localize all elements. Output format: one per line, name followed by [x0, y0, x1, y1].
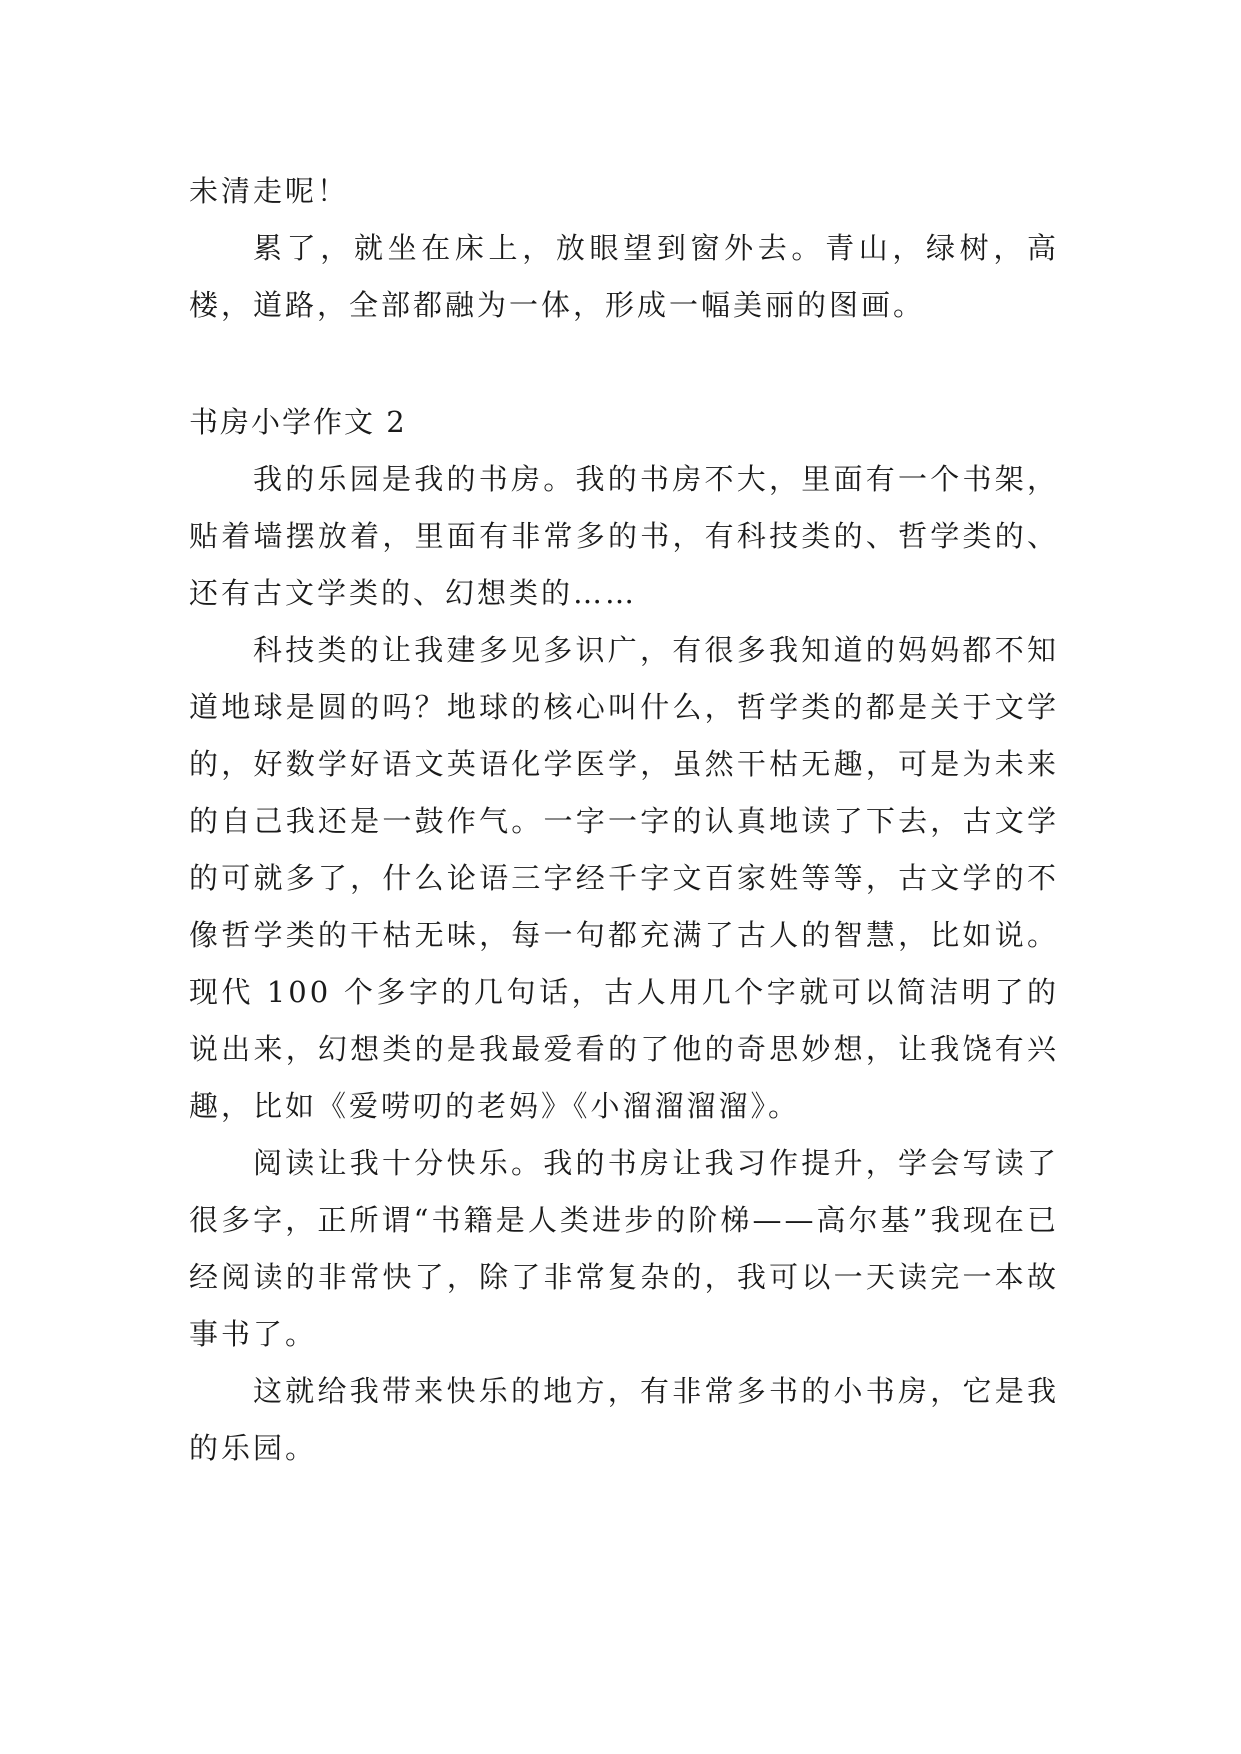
- paragraph-intro: 我的乐园是我的书房。我的书房不大，里面有一个书架，贴着墙摆放着，里面有非常多的书，有科技类的、哲学类的、还有古文学类的、幻想类的……: [189, 462, 1059, 610]
- section-title: 书房小学作文 2: [189, 405, 407, 439]
- paragraph-continued: 未清走呢！: [189, 174, 350, 208]
- paragraph-book-types: 科技类的让我建多见多识广，有很多我知道的妈妈都不知道地球是圆的吗？地球的核心叫什么，哲学类的都是关于文学的，好数学好语文英语化学医学，虽然干枯无趣，可是为未来的自己我还是一鼓作气。一字一字的认真地读了下去，古文学的可就多了，什么论语三字经千字文百家姓等等，古文学的不像哲学类的干枯无味，每一句都充满了古人的智慧，比如说。现代 100 个多字的几句话，古人用几个字就可以简洁明了的说出来，幻想类的是我最爱看的了他的奇思妙想，让我饶有兴趣，比如《爱唠叨的老妈》《小溜溜溜溜》。: [189, 633, 1059, 1123]
- paragraph-window-view: 累了，就坐在床上，放眼望到窗外去。青山，绿树，高楼，道路，全部都融为一体，形成一幅美丽的图画。: [189, 231, 1059, 322]
- paragraph-conclusion: 这就给我带来快乐的地方，有非常多书的小书房，它是我的乐园。: [189, 1374, 1059, 1465]
- paragraph-reading-joy: 阅读让我十分快乐。我的书房让我习作提升，学会写读了很多字，正所谓“书籍是人类进步的阶梯——高尔基”我现在已经阅读的非常快了，除了非常复杂的，我可以一天读完一本故事书了。: [189, 1146, 1059, 1351]
- document-body: [189, 163, 1059, 1477]
